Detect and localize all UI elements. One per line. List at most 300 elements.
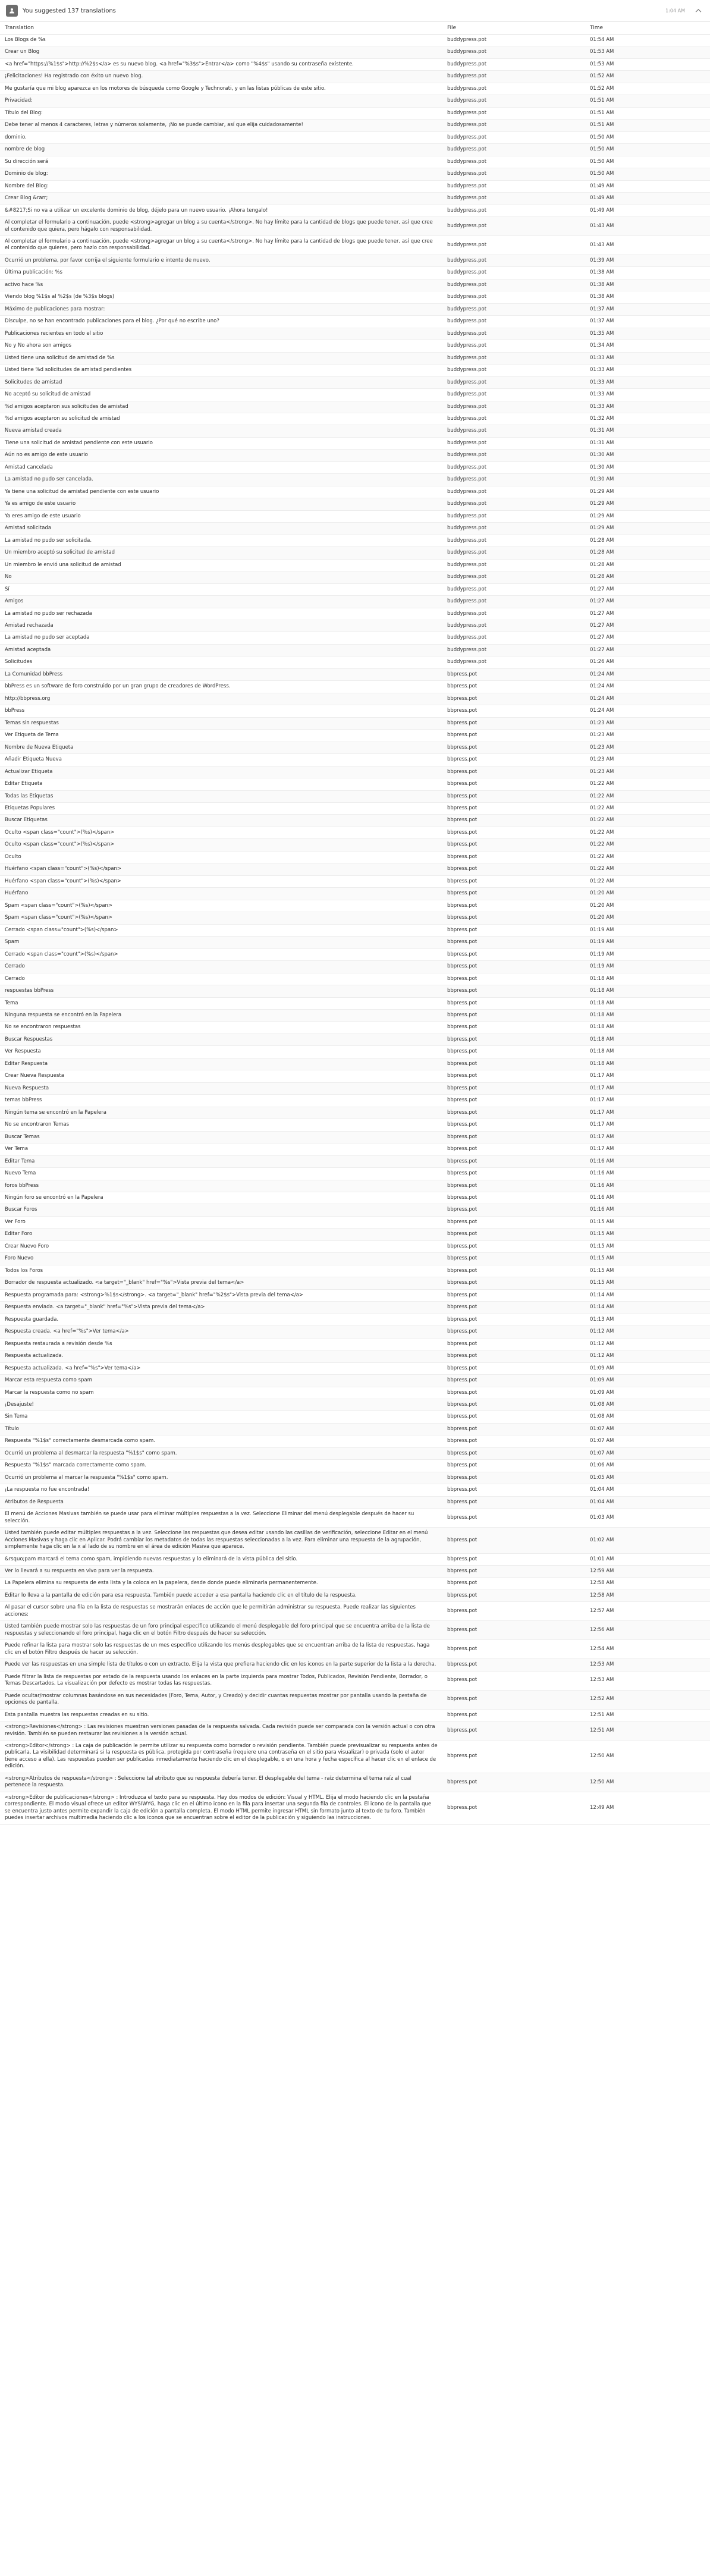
table-row[interactable]: [0, 1721, 710, 1741]
translation-cell[interactable]: Al completar el formulario a continuación, puede <strong>agregar un blog a su cuenta</strong>. No hay límite para la cantidad de blogs que puede tener, así que cree el contenido que quiera, pero hágalo con responsabilidad.: [0, 217, 442, 236]
translation-cell[interactable]: Respuesta actualizada. <a href="%s">Ver tema</a>: [0, 1362, 442, 1374]
translation-cell[interactable]: Nombre del Blog:: [0, 180, 442, 192]
table-row[interactable]: [0, 461, 710, 473]
translation-cell[interactable]: Sin Tema: [0, 1411, 442, 1423]
translation-cell[interactable]: Spam <span class="count">(%s)</span>: [0, 900, 442, 912]
translation-cell[interactable]: Amistad rechazada: [0, 620, 442, 632]
table-row[interactable]: [0, 1472, 710, 1484]
table-row[interactable]: [0, 803, 710, 815]
table-row[interactable]: [0, 705, 710, 717]
table-row[interactable]: [0, 1326, 710, 1338]
table-row[interactable]: [0, 924, 710, 936]
translation-cell[interactable]: Respuesta restaurada a revisión desde %s: [0, 1338, 442, 1350]
table-row[interactable]: [0, 596, 710, 608]
translation-cell[interactable]: Ya es amigo de este usuario: [0, 498, 442, 510]
translation-cell[interactable]: Usted también puede mostrar solo las respuestas de un foro principal específico utilizando el menú desplegable del foro principal que se encuentra arriba de la lista de respuestas y seleccionando el foro principal, haga clic en el botón Filtro después de hacer su selección.: [0, 1621, 442, 1640]
table-row[interactable]: [0, 1399, 710, 1410]
translation-cell[interactable]: Ningún tema se encontró en la Papelera: [0, 1107, 442, 1119]
table-row[interactable]: [0, 1411, 710, 1423]
table-row[interactable]: [0, 1496, 710, 1508]
table-row[interactable]: [0, 1589, 710, 1601]
translation-cell[interactable]: ¡La respuesta no fue encontrada!: [0, 1484, 442, 1496]
translation-cell[interactable]: Cerrado <span class="count">(%s)</span>: [0, 948, 442, 960]
table-row[interactable]: [0, 1314, 710, 1325]
translation-cell[interactable]: No: [0, 571, 442, 583]
table-row[interactable]: [0, 193, 710, 205]
translation-cell[interactable]: Amistad cancelada: [0, 461, 442, 473]
translation-cell[interactable]: Editar Tema: [0, 1155, 442, 1167]
table-row[interactable]: [0, 1131, 710, 1143]
translation-cell[interactable]: Usted tiene %d solicitudes de amistad pendientes: [0, 365, 442, 376]
table-row[interactable]: [0, 547, 710, 559]
table-row[interactable]: [0, 1578, 710, 1589]
translation-cell[interactable]: ¡Felicitaciones! Ha registrado con éxito un nuevo blog.: [0, 71, 442, 83]
translation-cell[interactable]: Crear Nueva Respuesta: [0, 1070, 442, 1082]
table-row[interactable]: [0, 1640, 710, 1659]
table-row[interactable]: [0, 255, 710, 266]
table-row[interactable]: [0, 1621, 710, 1640]
table-row[interactable]: [0, 790, 710, 802]
translation-cell[interactable]: Marcar la respuesta como no spam: [0, 1387, 442, 1399]
table-row[interactable]: [0, 571, 710, 583]
table-row[interactable]: [0, 730, 710, 742]
translation-cell[interactable]: Ninguna respuesta se encontró en la Papelera: [0, 1009, 442, 1021]
table-row[interactable]: [0, 83, 710, 95]
translation-cell[interactable]: Dominio de blog:: [0, 168, 442, 180]
translation-cell[interactable]: Al completar el formulario a continuación, puede <strong>agregar un blog a su cuenta</strong>. No hay límite para la cantidad de blogs que puede tener, así que cree el contenido que quieres, pero hazlo con responsabilidad.: [0, 235, 442, 255]
translation-cell[interactable]: No aceptó su solicitud de amistad: [0, 389, 442, 401]
table-row[interactable]: [0, 1265, 710, 1277]
table-row[interactable]: [0, 693, 710, 705]
column-header-time: Time: [585, 22, 710, 34]
table-row[interactable]: [0, 401, 710, 413]
table-row[interactable]: [0, 827, 710, 838]
translation-cell[interactable]: La Comunidad bbPress: [0, 668, 442, 680]
translation-cell[interactable]: Ya tiene una solicitud de amistad pendiente con este usuario: [0, 486, 442, 498]
translation-cell[interactable]: Añadir Etiqueta Nueva: [0, 754, 442, 766]
table-row[interactable]: [0, 71, 710, 83]
translation-cell[interactable]: La amistad no pudo ser cancelada.: [0, 474, 442, 486]
translation-cell[interactable]: Ningún foro se encontró en la Papelera: [0, 1192, 442, 1204]
table-row[interactable]: [0, 131, 710, 143]
translation-cell[interactable]: Esta pantalla muestra las respuestas creadas en su sitio.: [0, 1709, 442, 1721]
table-row[interactable]: [0, 523, 710, 535]
table-row[interactable]: [0, 217, 710, 236]
translation-cell[interactable]: Nueva Respuesta: [0, 1082, 442, 1094]
file-cell: bbpress.pot: [442, 1411, 585, 1423]
table-row[interactable]: [0, 328, 710, 340]
table-row[interactable]: [0, 486, 710, 498]
translation-cell[interactable]: Spam: [0, 937, 442, 948]
table-row[interactable]: [0, 535, 710, 546]
time-cell: 01:20 AM: [585, 912, 710, 924]
translation-cell[interactable]: Editar lo lleva a la pantalla de edición para esa respuesta. También puede acceder a esa pantalla haciendo clic en el título de la respuesta.: [0, 1589, 442, 1601]
translation-cell[interactable]: Actualizar Etiqueta: [0, 766, 442, 778]
table-row[interactable]: [0, 1289, 710, 1301]
table-row[interactable]: [0, 583, 710, 595]
translation-cell[interactable]: Debe tener al menos 4 caracteres, letras y números solamente, ¡No se puede cambiar, así que elija cuidadosamente!: [0, 120, 442, 131]
translation-cell[interactable]: Oculto <span class="count">(%s)</span>: [0, 839, 442, 851]
translation-cell[interactable]: Editar Foro: [0, 1229, 442, 1240]
translation-cell[interactable]: Cerrado: [0, 961, 442, 973]
translation-cell[interactable]: Un miembro le envió una solicitud de amistad: [0, 559, 442, 571]
translation-cell[interactable]: Sí: [0, 583, 442, 595]
translation-cell[interactable]: Ocurrió un problema al desmarcar la respuesta "%1$s" como spam.: [0, 1447, 442, 1459]
table-row[interactable]: [0, 668, 710, 680]
translation-cell[interactable]: Respuesta "%1$s" marcada correctamente como spam.: [0, 1460, 442, 1472]
table-row[interactable]: [0, 235, 710, 255]
table-row[interactable]: [0, 156, 710, 168]
table-row[interactable]: [0, 717, 710, 729]
table-row[interactable]: [0, 1447, 710, 1459]
translation-cell[interactable]: respuestas bbPress: [0, 985, 442, 997]
translation-cell[interactable]: Usted también puede editar múltiples respuestas a la vez. Seleccione las respuestas que desea editar usando las casillas de verificación, seleccione Editar en el menú Acciones Masivas y haga clic en Aplicar. Podrá cambiar los metadatos de todas las respuestas seleccionadas a la vez. Para eliminar una respuesta de la agrupación, simplemente haga clic en la x al lado de su nombre en el área de edición Masiva que aparece.: [0, 1528, 442, 1553]
table-row[interactable]: [0, 1119, 710, 1131]
table-row[interactable]: [0, 58, 710, 70]
translation-cell[interactable]: Todos los Foros: [0, 1265, 442, 1277]
table-row[interactable]: [0, 1277, 710, 1289]
translation-cell[interactable]: Me gustaría que mi blog aparezca en los motores de búsqueda como Google y Technorati, y en las listas públicas de este sitio.: [0, 83, 442, 95]
translation-cell[interactable]: Foro Nuevo: [0, 1253, 442, 1265]
translation-cell[interactable]: Respuesta creada. <a href="%s">Ver tema</a>: [0, 1326, 442, 1338]
table-row[interactable]: [0, 1553, 710, 1565]
table-row[interactable]: [0, 656, 710, 668]
table-row[interactable]: [0, 754, 710, 766]
table-row[interactable]: [0, 1792, 710, 1824]
table-row[interactable]: [0, 985, 710, 997]
table-row[interactable]: [0, 168, 710, 180]
table-row[interactable]: [0, 742, 710, 753]
time-cell: 01:12 AM: [585, 1326, 710, 1338]
translation-cell[interactable]: Buscar Temas: [0, 1131, 442, 1143]
translation-cell[interactable]: La Papelera elimina su respuesta de esta lista y la coloca en la papelera, desde donde puede eliminarla permanentemente.: [0, 1578, 442, 1589]
table-row[interactable]: [0, 1740, 710, 1773]
translation-cell[interactable]: Ver Respuesta: [0, 1046, 442, 1058]
time-cell: 01:16 AM: [585, 1155, 710, 1167]
time-cell: 01:54 AM: [585, 34, 710, 46]
table-row[interactable]: [0, 1671, 710, 1690]
translation-cell[interactable]: Buscar Respuestas: [0, 1033, 442, 1045]
translation-cell[interactable]: Tiene una solicitud de amistad pendiente con este usuario: [0, 437, 442, 449]
table-row[interactable]: [0, 389, 710, 401]
table-row[interactable]: [0, 1070, 710, 1082]
translation-cell[interactable]: Nueva amistad creada: [0, 425, 442, 437]
translation-cell[interactable]: %d amigos aceptaron sus solicitudes de amistad: [0, 401, 442, 413]
table-row[interactable]: [0, 1168, 710, 1180]
translation-cell[interactable]: Atributos de Respuesta: [0, 1496, 442, 1508]
table-row[interactable]: [0, 948, 710, 960]
table-row[interactable]: [0, 316, 710, 328]
translation-cell[interactable]: Borrador de respuesta actualizado. <a target="_blank" href="%s">Vista previa del tema</a>: [0, 1277, 442, 1289]
table-row[interactable]: [0, 1204, 710, 1216]
table-row[interactable]: [0, 144, 710, 156]
table-row[interactable]: [0, 1009, 710, 1021]
table-row[interactable]: [0, 437, 710, 449]
translation-cell[interactable]: Crear Blog &rarr;: [0, 193, 442, 205]
translation-cell[interactable]: Cerrado: [0, 973, 442, 985]
time-cell: 01:49 AM: [585, 180, 710, 192]
file-cell: bbpress.pot: [442, 1070, 585, 1082]
table-row[interactable]: [0, 1362, 710, 1374]
translation-cell[interactable]: Respuesta programada para: <strong>%1$s</strong>. <a target="_blank" href="%2$s">Vista previa del tema</a>: [0, 1289, 442, 1301]
translation-cell[interactable]: Ya eres amigo de este usuario: [0, 510, 442, 522]
translation-cell[interactable]: Respuesta actualizada.: [0, 1350, 442, 1362]
translation-cell[interactable]: Al pasar el cursor sobre una fila en la lista de respuestas se mostrarán enlaces de acción que le permitirán administrar su respuesta. Puede realizar las siguientes acciones:: [0, 1602, 442, 1621]
table-row[interactable]: [0, 961, 710, 973]
translation-cell[interactable]: Disculpe, no se han encontrado publicaciones para el blog. ¿Por qué no escribe uno?: [0, 316, 442, 328]
translation-cell[interactable]: Última publicación: %s: [0, 267, 442, 279]
translation-cell[interactable]: Buscar Foros: [0, 1204, 442, 1216]
table-row[interactable]: [0, 1460, 710, 1472]
translation-cell[interactable]: Huérfano: [0, 888, 442, 900]
translation-cell[interactable]: No se encontraron Temas: [0, 1119, 442, 1131]
translation-cell[interactable]: <strong>Atributos de respuesta</strong> : Seleccione tal atributo que su respuesta debería tener. El desplegable del tema - raíz determina el tema raíz al cual pertenece la respuesta.: [0, 1773, 442, 1792]
file-cell: bbpress.pot: [442, 948, 585, 960]
table-row[interactable]: [0, 1253, 710, 1265]
translation-cell[interactable]: activo hace %s: [0, 279, 442, 291]
translation-cell[interactable]: %d amigos aceptaron su solicitud de amistad: [0, 413, 442, 425]
translation-cell[interactable]: Puede refinar la lista para mostrar solo las respuestas de un mes específico utilizando los menús desplegables que se encuentran arriba de la lista de respuestas, haga clic en el botón Filtro después de hacer su selección.: [0, 1640, 442, 1659]
time-cell: 01:18 AM: [585, 973, 710, 985]
table-row[interactable]: [0, 303, 710, 315]
translation-cell[interactable]: Temas sin respuestas: [0, 717, 442, 729]
translation-cell[interactable]: Huérfano <span class="count">(%s)</span>: [0, 863, 442, 875]
translation-cell[interactable]: nombre de blog: [0, 144, 442, 156]
table-row[interactable]: [0, 1155, 710, 1167]
table-row[interactable]: [0, 632, 710, 644]
table-row[interactable]: [0, 352, 710, 364]
table-row[interactable]: [0, 474, 710, 486]
table-row[interactable]: [0, 365, 710, 376]
table-row[interactable]: [0, 1144, 710, 1155]
translation-cell[interactable]: Nombre de Nueva Etiqueta: [0, 742, 442, 753]
translation-cell[interactable]: No se encontraron respuestas: [0, 1022, 442, 1033]
table-row[interactable]: [0, 1659, 710, 1671]
translation-cell[interactable]: Privacidad:: [0, 95, 442, 107]
table-row[interactable]: [0, 1690, 710, 1709]
translation-cell[interactable]: Oculto <span class="count">(%s)</span>: [0, 827, 442, 838]
translation-cell[interactable]: Spam <span class="count">(%s)</span>: [0, 912, 442, 924]
translation-cell[interactable]: Título: [0, 1423, 442, 1435]
table-row[interactable]: [0, 1302, 710, 1314]
translation-cell[interactable]: <strong>Editor de publicaciones</strong> : Introduzca el texto para su respuesta. Hay dos modos de edición: Visual y HTML. Elija el modo haciendo clic en la pestaña correspondiente. El modo visual ofrece un editor WYSIWYG, haga clic en el último icono en la fila para insertar una segunda fila de controles. El icono de la pantalla que se encuentra justo antes permite expandir la caja de edición a pantalla completa. El modo HTML permite ingresar HTML sin formato junto al texto de tu foro. También puedes insertar archivos multimedia haciendo clic a los iconos que se encuentran sobre el editor de la publicación y siguiendo las instrucciones.: [0, 1792, 442, 1824]
table-row[interactable]: [0, 510, 710, 522]
translation-cell[interactable]: Puede ver las respuestas en una simple lista de títulos o con un extracto. Elija la vista que prefiera haciendo clic en los iconos en la parte superior de la lista a la derecha.: [0, 1659, 442, 1671]
translation-cell[interactable]: http://bbpress.org: [0, 693, 442, 705]
table-row[interactable]: [0, 107, 710, 119]
table-row[interactable]: [0, 1375, 710, 1387]
table-row[interactable]: [0, 851, 710, 863]
table-row[interactable]: [0, 681, 710, 693]
table-row[interactable]: [0, 498, 710, 510]
translation-cell[interactable]: Ver Etiqueta de Tema: [0, 730, 442, 742]
translation-cell[interactable]: La amistad no pudo ser solicitada.: [0, 535, 442, 546]
translation-cell[interactable]: Puede ocultar/mostrar columnas basándose en sus necesidades (Foro, Tema, Autor, y Creado) y decidir cuantas respuestas mostrar por pantalla usando la pestaña de opciones de pantalla.: [0, 1690, 442, 1709]
table-row[interactable]: [0, 1709, 710, 1721]
table-row[interactable]: [0, 1107, 710, 1119]
translation-cell[interactable]: &rsquo;pam marcará el tema como spam, impidiendo nuevas respuestas y lo eliminará de la vista pública del sitio.: [0, 1553, 442, 1565]
translation-cell[interactable]: Buscar Etiquetas: [0, 815, 442, 827]
translation-cell[interactable]: Título del Blog:: [0, 107, 442, 119]
translation-cell[interactable]: Aún no es amigo de este usuario: [0, 450, 442, 461]
table-row[interactable]: [0, 1528, 710, 1553]
file-cell: buddypress.pot: [442, 389, 585, 401]
table-row[interactable]: [0, 180, 710, 192]
table-row[interactable]: [0, 413, 710, 425]
translation-cell[interactable]: Respuesta guardada.: [0, 1314, 442, 1325]
table-row[interactable]: [0, 1484, 710, 1496]
table-row[interactable]: [0, 900, 710, 912]
translation-cell[interactable]: Ocurrió un problema al marcar la respuesta "%1$s" como spam.: [0, 1472, 442, 1484]
translation-cell[interactable]: bbPress: [0, 705, 442, 717]
table-row[interactable]: [0, 1095, 710, 1107]
translation-cell[interactable]: Marcar esta respuesta como spam: [0, 1375, 442, 1387]
translation-cell[interactable]: Ver lo llevará a su respuesta en vivo para ver la respuesta.: [0, 1566, 442, 1578]
translation-cell[interactable]: Respuesta "%1$s" correctamente desmarcada como spam.: [0, 1435, 442, 1447]
table-row[interactable]: [0, 1423, 710, 1435]
translation-cell[interactable]: Editar Etiqueta: [0, 778, 442, 790]
table-row[interactable]: [0, 1022, 710, 1033]
translation-cell[interactable]: Todas las Etiquetas: [0, 790, 442, 802]
translation-cell[interactable]: ¡Desajuste!: [0, 1399, 442, 1410]
table-row[interactable]: [0, 1229, 710, 1240]
translation-cell[interactable]: Ver Tema: [0, 1144, 442, 1155]
translation-cell[interactable]: Etiquetas Populares: [0, 803, 442, 815]
table-row[interactable]: [0, 376, 710, 388]
table-row[interactable]: [0, 766, 710, 778]
table-row[interactable]: [0, 973, 710, 985]
table-row[interactable]: [0, 450, 710, 461]
table-row[interactable]: [0, 1192, 710, 1204]
translation-cell[interactable]: La amistad no pudo ser aceptada: [0, 632, 442, 644]
table-row[interactable]: [0, 95, 710, 107]
table-row[interactable]: [0, 205, 710, 216]
table-row[interactable]: [0, 267, 710, 279]
translation-cell[interactable]: Nuevo Tema: [0, 1168, 442, 1180]
translation-cell[interactable]: Amistad solicitada: [0, 523, 442, 535]
translation-cell[interactable]: temas bbPress: [0, 1095, 442, 1107]
translation-cell[interactable]: dominio.: [0, 131, 442, 143]
translation-cell[interactable]: Cerrado <span class="count">(%s)</span>: [0, 924, 442, 936]
table-row[interactable]: [0, 1602, 710, 1621]
translation-cell[interactable]: Máximo de publicaciones para mostrar:: [0, 303, 442, 315]
file-cell: bbpress.pot: [442, 912, 585, 924]
table-row[interactable]: [0, 340, 710, 352]
translation-cell[interactable]: El menú de Acciones Masivas también se puede usar para eliminar múltiples respuestas a la vez. Seleccione Eliminar del menú desplegable después de hacer su selección.: [0, 1509, 442, 1528]
translation-cell[interactable]: Puede filtrar la lista de respuestas por estado de la respuesta usando los enlaces en la parte izquierda para mostrar Todos, Publicados, Revisión Pendiente, Borrador, o Temas Descartados. La visualización por defecto es mostrar todas las respuestas.: [0, 1671, 442, 1690]
table-row[interactable]: [0, 778, 710, 790]
translation-cell[interactable]: <strong>Revisiones</strong> : Las revisiones muestran versiones pasadas de la respuesta salvada. Cada revisión puede ser comparada con la versión actual o con otra revisión. También se pueden restaurar las revisiones a la versión actual.: [0, 1721, 442, 1741]
table-row[interactable]: [0, 1566, 710, 1578]
translation-cell[interactable]: Amigos: [0, 596, 442, 608]
table-row[interactable]: [0, 1216, 710, 1228]
translation-cell[interactable]: Respuesta enviada. <a target="_blank" href="%s">Vista previa del tema</a>: [0, 1302, 442, 1314]
table-row[interactable]: [0, 1082, 710, 1094]
table-row[interactable]: [0, 120, 710, 131]
time-cell: 01:14 AM: [585, 1289, 710, 1301]
translation-cell[interactable]: Editar Respuesta: [0, 1058, 442, 1070]
table-row[interactable]: [0, 559, 710, 571]
translation-cell[interactable]: Usted tiene una solicitud de amistad de %s: [0, 352, 442, 364]
translation-cell[interactable]: Su dirección será: [0, 156, 442, 168]
table-row[interactable]: [0, 815, 710, 827]
file-cell: bbpress.pot: [442, 937, 585, 948]
translation-cell[interactable]: Crear Nuevo Foro: [0, 1240, 442, 1252]
translation-cell[interactable]: Crear un Blog: [0, 46, 442, 58]
table-row[interactable]: [0, 1338, 710, 1350]
table-row[interactable]: [0, 46, 710, 58]
table-row[interactable]: [0, 839, 710, 851]
table-row[interactable]: [0, 1509, 710, 1528]
table-row[interactable]: [0, 644, 710, 656]
table-row[interactable]: [0, 291, 710, 303]
table-row[interactable]: [0, 620, 710, 632]
translation-cell[interactable]: foros bbPress: [0, 1180, 442, 1192]
translation-cell[interactable]: Amistad aceptada: [0, 644, 442, 656]
translation-cell[interactable]: Viendo blog %1$s al %2$s (de %3$s blogs): [0, 291, 442, 303]
file-cell: bbpress.pot: [442, 754, 585, 766]
translation-cell[interactable]: Ocurrió un problema, por favor corrija el siguiente formulario e intente de nuevo.: [0, 255, 442, 266]
file-cell: buddypress.pot: [442, 425, 585, 437]
translation-cell[interactable]: bbPress es un software de foro construido por un gran grupo de creadores de WordPress.: [0, 681, 442, 693]
translation-cell[interactable]: <a href="https://%1$s">http://%2$s</a> es su nuevo blog. <a href="%3$s">Entrar</a> como "%4$s" usando su contraseña existente.: [0, 58, 442, 70]
table-row[interactable]: [0, 912, 710, 924]
chevron-up-icon[interactable]: [695, 8, 702, 14]
table-row[interactable]: [0, 863, 710, 875]
time-cell: 01:33 AM: [585, 376, 710, 388]
table-row[interactable]: [0, 1350, 710, 1362]
table-row[interactable]: [0, 1240, 710, 1252]
translation-cell[interactable]: Solicitudes: [0, 656, 442, 668]
translation-cell[interactable]: Publicaciones recientes en todo el sitio: [0, 328, 442, 340]
time-cell: 01:18 AM: [585, 997, 710, 1009]
translation-cell[interactable]: Un miembro aceptó su solicitud de amistad: [0, 547, 442, 559]
translation-cell[interactable]: Tema: [0, 997, 442, 1009]
translation-cell[interactable]: Los Blogs de %s: [0, 34, 442, 46]
time-cell: 01:27 AM: [585, 644, 710, 656]
table-row[interactable]: [0, 1387, 710, 1399]
translation-cell[interactable]: No y No ahora son amigos: [0, 340, 442, 352]
time-cell: 12:58 AM: [585, 1578, 710, 1589]
time-cell: 12:51 AM: [585, 1721, 710, 1741]
table-row[interactable]: [0, 937, 710, 948]
translation-cell[interactable]: &#8217;Si no va a utilizar un excelente dominio de blog, déjelo para un nuevo usuario. ¡Ahora tengalo!: [0, 205, 442, 216]
table-row[interactable]: [0, 1033, 710, 1045]
translation-cell[interactable]: Solicitudes de amistad: [0, 376, 442, 388]
table-row[interactable]: [0, 1435, 710, 1447]
time-cell: 01:22 AM: [585, 851, 710, 863]
table-row[interactable]: [0, 997, 710, 1009]
table-row[interactable]: [0, 1773, 710, 1792]
table-row[interactable]: [0, 34, 710, 46]
file-cell: bbpress.pot: [442, 681, 585, 693]
table-row[interactable]: [0, 875, 710, 887]
table-row[interactable]: [0, 608, 710, 620]
translation-cell[interactable]: La amistad no pudo ser rechazada: [0, 608, 442, 620]
translation-cell[interactable]: Oculto: [0, 851, 442, 863]
table-row[interactable]: [0, 425, 710, 437]
table-row[interactable]: [0, 1180, 710, 1192]
table-row[interactable]: [0, 1058, 710, 1070]
time-cell: 01:31 AM: [585, 425, 710, 437]
table-row[interactable]: [0, 888, 710, 900]
translation-cell[interactable]: Huérfano <span class="count">(%s)</span>: [0, 875, 442, 887]
translation-cell[interactable]: <strong>Editor</strong> : La caja de publicación le permite utilizar su respuesta como borrador o revisión pendiente. También puede previsualizar su respuesta antes de publicarla. La visibilidad determinará si la respuesta es pública, protegida por contraseña (requiere una contraseña en el sitio para visualizar) o privada (solo el autor tiene acceso a ella). Las respuestas pueden ser publicadas inmediatamente haciendo clic en el desplegable, o en una hora y fecha específica al hacer clic en el enlace de edición.: [0, 1740, 442, 1773]
table-row[interactable]: [0, 279, 710, 291]
translation-cell[interactable]: Ver Foro: [0, 1216, 442, 1228]
file-cell: bbpress.pot: [442, 1144, 585, 1155]
table-row[interactable]: [0, 1046, 710, 1058]
